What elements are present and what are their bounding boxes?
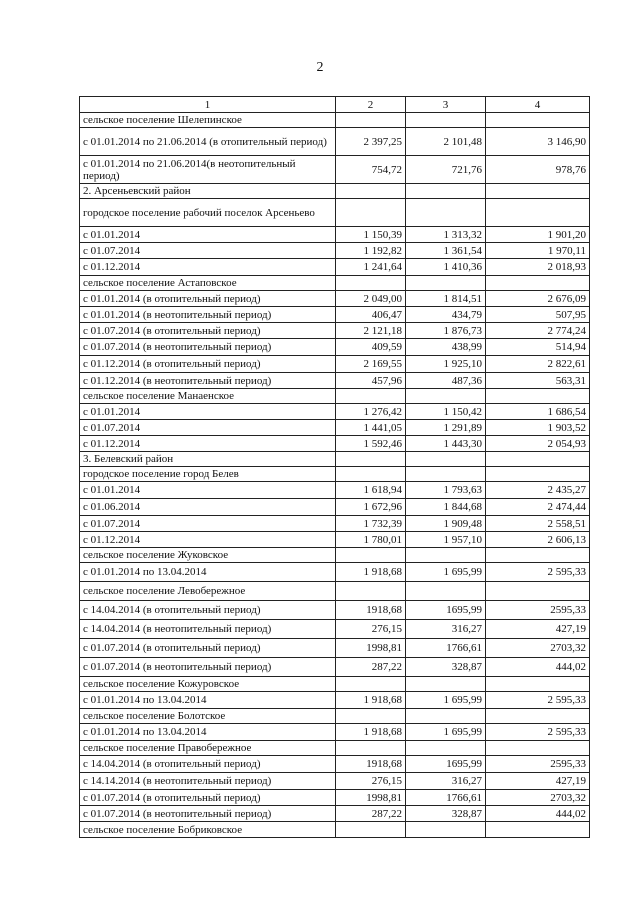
period-label: с 01.07.2014 (в неотопительный период) — [80, 658, 336, 677]
value-col-4: 427,19 — [486, 620, 590, 639]
period-label: с 01.07.2014 — [80, 243, 336, 259]
period-label: с 01.06.2014 — [80, 499, 336, 516]
table-row — [80, 259, 590, 276]
period-label: с 01.12.2014 (в неотопительный период) — [80, 373, 336, 389]
value-col-3: 1695,99 — [406, 756, 486, 773]
value-col-4: 2 054,93 — [486, 436, 590, 452]
table-row — [80, 620, 590, 639]
value-col-4 — [486, 709, 590, 724]
value-col-2: 276,15 — [336, 773, 406, 790]
table-row — [80, 639, 590, 658]
value-col-4: 978,76 — [486, 156, 590, 184]
value-col-2: 1 618,94 — [336, 482, 406, 499]
period-label: с 01.01.2014 — [80, 482, 336, 499]
value-col-3 — [406, 677, 486, 692]
value-col-3: 1 150,42 — [406, 404, 486, 420]
value-col-4 — [486, 677, 590, 692]
table-row — [80, 692, 590, 709]
value-col-2: 2 121,18 — [336, 323, 406, 339]
value-col-2: 1 780,01 — [336, 532, 406, 548]
period-label: с 01.07.2014 (в отопительный период) — [80, 323, 336, 339]
period-label: с 01.01.2014 — [80, 227, 336, 243]
period-label: с 01.01.2014 — [80, 404, 336, 420]
value-col-3 — [406, 582, 486, 601]
value-col-3 — [406, 709, 486, 724]
value-col-4: 1 970,11 — [486, 243, 590, 259]
value-col-3: 434,79 — [406, 307, 486, 323]
value-col-3: 1 695,99 — [406, 724, 486, 741]
section-label: сельское поселение Кожуровское — [80, 677, 336, 692]
table-row — [80, 724, 590, 741]
value-col-4 — [486, 184, 590, 199]
period-label: с 01.07.2014 (в отопительный период) — [80, 790, 336, 806]
value-col-4: 2 474,44 — [486, 499, 590, 516]
section-label: сельское поселение Правобережное — [80, 741, 336, 756]
value-col-4 — [486, 276, 590, 291]
value-col-4 — [486, 741, 590, 756]
period-label: с 14.04.2014 (в отопительный период) — [80, 756, 336, 773]
value-col-2: 2 169,55 — [336, 356, 406, 373]
value-col-3: 316,27 — [406, 620, 486, 639]
table-row — [80, 532, 590, 548]
table-row — [80, 339, 590, 356]
section-label: сельское поселение Жуковское — [80, 548, 336, 563]
value-col-2: 409,59 — [336, 339, 406, 356]
period-label: с 01.12.2014 — [80, 259, 336, 276]
section-label: сельское поселение Бобриковское — [80, 822, 336, 838]
value-col-3 — [406, 276, 486, 291]
value-col-4 — [486, 548, 590, 563]
value-col-4 — [486, 199, 590, 227]
value-col-3 — [406, 113, 486, 128]
table-row — [80, 243, 590, 259]
period-label: с 01.01.2014 по 13.04.2014 — [80, 692, 336, 709]
value-col-4: 2 606,13 — [486, 532, 590, 548]
value-col-2: 2 397,25 — [336, 128, 406, 156]
value-col-3: 438,99 — [406, 339, 486, 356]
section-label: 2. Арсеньевский район — [80, 184, 336, 199]
value-col-4: 2 595,33 — [486, 692, 590, 709]
value-col-3: 1 410,36 — [406, 259, 486, 276]
column-header-4: 4 — [486, 97, 590, 113]
period-label: с 14.04.2014 (в отопительный период) — [80, 601, 336, 620]
section-row — [80, 741, 590, 756]
value-col-2 — [336, 582, 406, 601]
table-row — [80, 436, 590, 452]
value-col-3: 721,76 — [406, 156, 486, 184]
value-col-2 — [336, 113, 406, 128]
table-row — [80, 291, 590, 307]
table-row — [80, 601, 590, 620]
value-col-2: 1 241,64 — [336, 259, 406, 276]
period-label: с 01.01.2014 по 13.04.2014 — [80, 724, 336, 741]
value-col-3: 1 957,10 — [406, 532, 486, 548]
column-header-2: 2 — [336, 97, 406, 113]
column-header-1: 1 — [80, 97, 336, 113]
section-row — [80, 548, 590, 563]
value-col-3: 2 101,48 — [406, 128, 486, 156]
value-col-3 — [406, 389, 486, 404]
value-col-3 — [406, 741, 486, 756]
table-row — [80, 356, 590, 373]
value-col-4: 514,94 — [486, 339, 590, 356]
value-col-3: 1 925,10 — [406, 356, 486, 373]
section-label: сельское поселение Манаенское — [80, 389, 336, 404]
value-col-2: 1 732,39 — [336, 516, 406, 532]
period-label: с 01.07.2014 (в отопительный период) — [80, 639, 336, 658]
value-col-2 — [336, 452, 406, 467]
value-col-4: 2595,33 — [486, 601, 590, 620]
value-col-4: 427,19 — [486, 773, 590, 790]
tariff-table — [79, 96, 590, 838]
period-label: с 01.12.2014 — [80, 532, 336, 548]
value-col-4: 1 903,52 — [486, 420, 590, 436]
value-col-3: 316,27 — [406, 773, 486, 790]
value-col-3: 1695,99 — [406, 601, 486, 620]
value-col-4 — [486, 582, 590, 601]
value-col-4 — [486, 822, 590, 838]
value-col-2 — [336, 741, 406, 756]
value-col-4: 2703,32 — [486, 790, 590, 806]
period-label: с 01.01.2014 по 21.06.2014(в неотопительный период) — [80, 156, 336, 184]
period-label: с 01.07.2014 (в неотопительный период) — [80, 806, 336, 822]
table-row — [80, 499, 590, 516]
value-col-4: 1 686,54 — [486, 404, 590, 420]
value-col-2: 287,22 — [336, 658, 406, 677]
value-col-2: 1 150,39 — [336, 227, 406, 243]
value-col-4: 2 822,61 — [486, 356, 590, 373]
table-row — [80, 307, 590, 323]
value-col-3 — [406, 548, 486, 563]
table-row — [80, 563, 590, 582]
value-col-2: 1 276,42 — [336, 404, 406, 420]
table-row — [80, 420, 590, 436]
value-col-2 — [336, 677, 406, 692]
table-row — [80, 658, 590, 677]
section-row — [80, 452, 590, 467]
value-col-2: 1 441,05 — [336, 420, 406, 436]
value-col-2 — [336, 709, 406, 724]
section-label: сельское поселение Астаповское — [80, 276, 336, 291]
section-row — [80, 113, 590, 128]
section-label: сельское поселение Шелепинское — [80, 113, 336, 128]
table-row — [80, 756, 590, 773]
value-col-4 — [486, 113, 590, 128]
column-header-3: 3 — [406, 97, 486, 113]
value-col-2 — [336, 199, 406, 227]
value-col-2: 457,96 — [336, 373, 406, 389]
value-col-4: 2 595,33 — [486, 563, 590, 582]
table-row — [80, 404, 590, 420]
table-row — [80, 156, 590, 184]
table-row — [80, 128, 590, 156]
period-label: с 01.07.2014 — [80, 516, 336, 532]
value-col-2: 1 592,46 — [336, 436, 406, 452]
value-col-4: 2 774,24 — [486, 323, 590, 339]
value-col-2 — [336, 467, 406, 482]
value-col-3: 1766,61 — [406, 790, 486, 806]
period-label: с 01.01.2014 по 13.04.2014 — [80, 563, 336, 582]
value-col-2: 1 918,68 — [336, 563, 406, 582]
value-col-4: 2 676,09 — [486, 291, 590, 307]
value-col-2 — [336, 822, 406, 838]
value-col-4: 2595,33 — [486, 756, 590, 773]
value-col-4: 3 146,90 — [486, 128, 590, 156]
value-col-4 — [486, 389, 590, 404]
table-row — [80, 516, 590, 532]
value-col-3 — [406, 452, 486, 467]
value-col-2: 276,15 — [336, 620, 406, 639]
value-col-3: 1 695,99 — [406, 692, 486, 709]
value-col-4: 2703,32 — [486, 639, 590, 658]
value-col-3 — [406, 822, 486, 838]
period-label: с 14.14.2014 (в неотопительный период) — [80, 773, 336, 790]
section-label: сельское поселение Левобережное — [80, 582, 336, 601]
value-col-3: 1 844,68 — [406, 499, 486, 516]
value-col-4: 563,31 — [486, 373, 590, 389]
table-header-row — [80, 97, 590, 113]
value-col-2: 1 672,96 — [336, 499, 406, 516]
value-col-2: 1998,81 — [336, 790, 406, 806]
value-col-3: 1 443,30 — [406, 436, 486, 452]
section-row — [80, 582, 590, 601]
value-col-4: 444,02 — [486, 658, 590, 677]
value-col-4: 444,02 — [486, 806, 590, 822]
table-row — [80, 323, 590, 339]
value-col-4: 507,95 — [486, 307, 590, 323]
period-label: с 01.07.2014 — [80, 420, 336, 436]
period-label: с 01.01.2014 (в отопительный период) — [80, 291, 336, 307]
section-label: 3. Белевский район — [80, 452, 336, 467]
value-col-2: 1 918,68 — [336, 724, 406, 741]
value-col-2 — [336, 184, 406, 199]
table-row — [80, 773, 590, 790]
section-row — [80, 199, 590, 227]
period-label: с 01.01.2014 (в неотопительный период) — [80, 307, 336, 323]
value-col-2: 1998,81 — [336, 639, 406, 658]
table-row — [80, 790, 590, 806]
value-col-2 — [336, 276, 406, 291]
value-col-3: 1 291,89 — [406, 420, 486, 436]
table-row — [80, 806, 590, 822]
period-label: с 01.12.2014 (в отопительный период) — [80, 356, 336, 373]
section-row — [80, 389, 590, 404]
table-row — [80, 482, 590, 499]
table-row — [80, 227, 590, 243]
value-col-2: 754,72 — [336, 156, 406, 184]
value-col-2: 406,47 — [336, 307, 406, 323]
value-col-3: 487,36 — [406, 373, 486, 389]
page-number: 2 — [316, 60, 324, 75]
value-col-2: 1 918,68 — [336, 692, 406, 709]
value-col-3: 1766,61 — [406, 639, 486, 658]
value-col-4 — [486, 452, 590, 467]
value-col-3: 1 793,63 — [406, 482, 486, 499]
value-col-3 — [406, 467, 486, 482]
period-label: с 01.12.2014 — [80, 436, 336, 452]
value-col-2: 1 192,82 — [336, 243, 406, 259]
value-col-3: 1 909,48 — [406, 516, 486, 532]
value-col-3: 1 876,73 — [406, 323, 486, 339]
value-col-4: 2 018,93 — [486, 259, 590, 276]
value-col-4: 2 595,33 — [486, 724, 590, 741]
value-col-3 — [406, 184, 486, 199]
section-row — [80, 677, 590, 692]
section-row — [80, 709, 590, 724]
value-col-4: 2 435,27 — [486, 482, 590, 499]
section-label: городское поселение город Белев — [80, 467, 336, 482]
period-label: с 01.01.2014 по 21.06.2014 (в отопительный период) — [80, 128, 336, 156]
table-row — [80, 373, 590, 389]
value-col-2: 1918,68 — [336, 601, 406, 620]
value-col-3 — [406, 199, 486, 227]
value-col-2: 287,22 — [336, 806, 406, 822]
value-col-3: 1 361,54 — [406, 243, 486, 259]
value-col-3: 328,87 — [406, 806, 486, 822]
section-row — [80, 184, 590, 199]
value-col-3: 1 814,51 — [406, 291, 486, 307]
value-col-4: 2 558,51 — [486, 516, 590, 532]
value-col-2 — [336, 389, 406, 404]
value-col-2: 1918,68 — [336, 756, 406, 773]
period-label: с 01.07.2014 (в неотопительный период) — [80, 339, 336, 356]
value-col-3: 1 313,32 — [406, 227, 486, 243]
section-label: городское поселение рабочий поселок Арсеньево — [80, 199, 336, 227]
value-col-4 — [486, 467, 590, 482]
value-col-3: 328,87 — [406, 658, 486, 677]
value-col-3: 1 695,99 — [406, 563, 486, 582]
value-col-2 — [336, 548, 406, 563]
value-col-2: 2 049,00 — [336, 291, 406, 307]
section-row — [80, 822, 590, 838]
section-row — [80, 467, 590, 482]
section-label: сельское поселение Болотское — [80, 709, 336, 724]
value-col-4: 1 901,20 — [486, 227, 590, 243]
period-label: с 14.04.2014 (в неотопительный период) — [80, 620, 336, 639]
section-row — [80, 276, 590, 291]
